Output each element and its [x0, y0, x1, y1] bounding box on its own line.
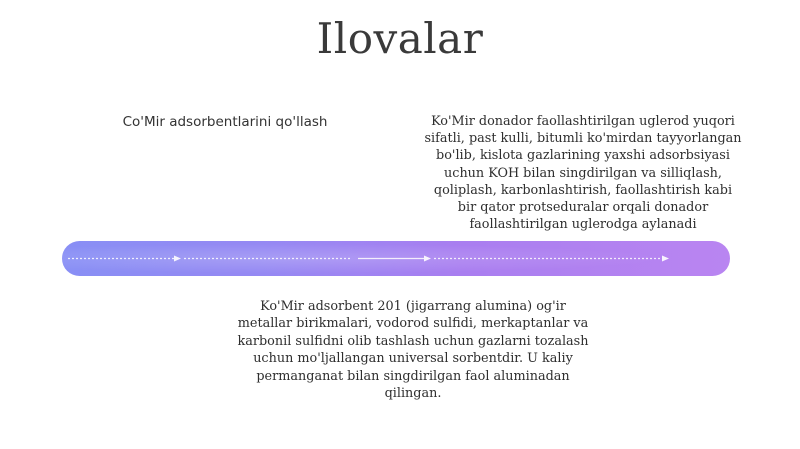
- timeline-glow: [62, 241, 730, 276]
- description-granular-carbon: Ko'Mir donador faollashtirilgan uglerod yuqori sifatli, past kulli, bitumli ko'mirdan tayyorlangan bo'lib, kislota gazlarining yaxshi adsorbsiyasi uchun KOH bilan singdirilgan va silliqlash, qoliplash, karbonlashtirish, faollashtirish kabi bir qator protseduralar orqali donador faollashtirilgan uglerodga aylanadi: [424, 114, 742, 233]
- page-title: Ilovalar: [316, 14, 484, 63]
- description-adsorbent-201: Ko'Mir adsorbent 201 (jigarrang alumina) og'ir metallar birikmalari, vodorod sulfidi, merkaptanlar va karbonil sulfidni olib tashlash uchun gazlarni tozalash uchun mo'ljallangan universal sorbentdir. U kaliy permanganat bilan singdirilgan faol aluminadan qilingan.: [237, 299, 589, 402]
- section-heading: Co'Mir adsorbentlarini qo'llash: [122, 114, 328, 130]
